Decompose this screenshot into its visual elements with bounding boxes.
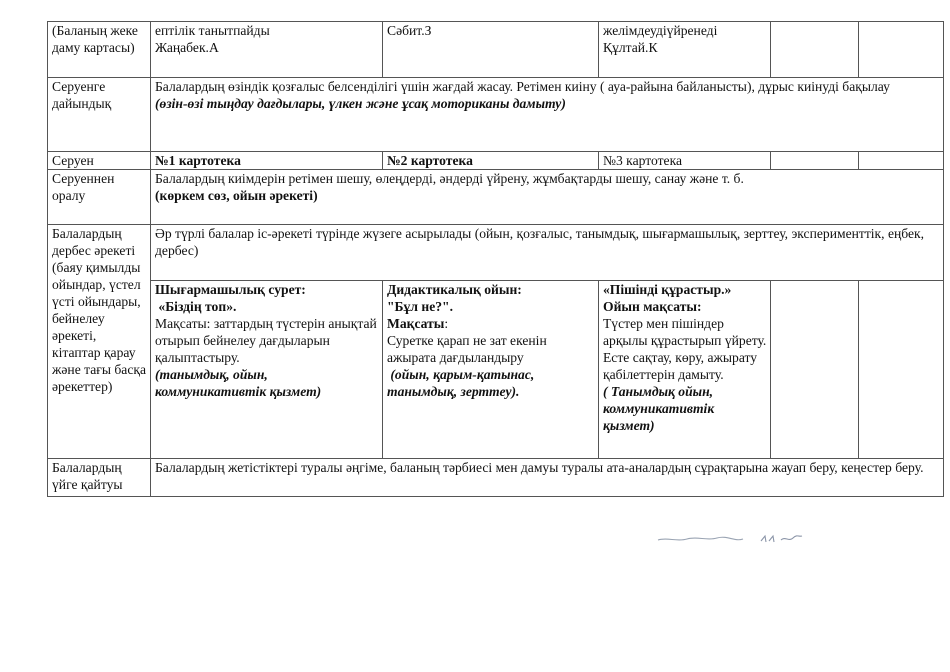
return-text: Балалардың киімдерін ретімен шешу, өлеңдерді, әндерді үйрену, жұмбақтарды шешу, санау және т. б.: [155, 171, 744, 186]
row-going-home: [48, 459, 944, 497]
activity-note: (ойын, қарым-қатынас, танымдық, зерттеу).: [387, 367, 538, 399]
walk-card-3: №3 картотека: [599, 152, 771, 170]
row-development-card: [48, 22, 944, 78]
empty-cell: [771, 281, 859, 459]
card-cell-3: желімдеудіүйренеді Құлтай.К: [599, 22, 771, 78]
activity-text: Түстер мен пішіндер арқылы құрастырып үйрету. Есте сақтау, көру, ажырату қабілеттерін дамыту.: [603, 316, 767, 382]
prep-text: Балалардың өзіндік қозғалыс белсенділігі үшін жағдай жасау. Ретімен киіну ( ауа-райына байланысты), дұрыс киінуді бақылау: [155, 79, 890, 94]
activity-cell-1: [151, 281, 383, 459]
row-walk-preparation: [48, 78, 944, 152]
activity-title: Шығармашылық сурет:: [155, 282, 306, 297]
home-text: Балалардың жетістіктері туралы әңгіме, баланың тәрбиесі мен дамуы туралы ата-аналардың сұрақтарына жауап беру, кеңестер беру.: [151, 459, 944, 497]
row-label: Серуеннен оралу: [48, 170, 151, 225]
row-label: Балалардың дербес әрекеті (баяу қимылды ойындар, үстел үсті ойындары, бейнелеу әрекеті, кітаптар қарау және тағы басқа әрекеттер): [48, 225, 151, 459]
activity-title: «Пішінді құрастыр.»: [603, 282, 732, 297]
prep-note: (өзін-өзі тыңдау дағдылары, үлкен және ұсақ моториканы дамыту): [155, 96, 566, 111]
empty-cell: [859, 281, 944, 459]
row-label: (Баланың жеке даму картасы): [48, 22, 151, 78]
row-label: Серуенге дайындық: [48, 78, 151, 152]
activity-goal-label: Мақсаты: [387, 316, 445, 331]
activity-cell-3: [599, 281, 771, 459]
activity-note: (танымдық, ойын, коммуникативтік қызмет): [155, 367, 322, 399]
card-cell-2: Сәбит.З: [383, 22, 599, 78]
activity-text: Суретке қарап не зат екенін ажырата дағдыландыру: [387, 333, 547, 365]
row-label: Серуен: [48, 152, 151, 170]
activity-text: Мақсаты: заттардың түстерін анықтай отырып бейнелеу дағдыларын қалыптастыру.: [155, 316, 377, 365]
walk-card-2: №2 картотека: [383, 152, 599, 170]
row-walk: [48, 152, 944, 170]
activity-subtitle: Ойын мақсаты:: [603, 299, 702, 314]
activity-subtitle: «Біздің топ».: [155, 299, 237, 314]
empty-cell: [859, 152, 944, 170]
independent-intro: Әр түрлі балалар іс-әрекеті түрінде жүзеге асырылады (ойын, қозғалыс, танымдық, шығармашылық, зерттеу, эксперименттік, еңбек, дербес): [151, 225, 944, 281]
empty-cell: [771, 22, 859, 78]
signature-scribble: [657, 532, 803, 546]
row-return-from-walk: [48, 170, 944, 225]
row-label: Балалардың үйге қайтуы: [48, 459, 151, 497]
activity-subtitle: "Бұл не?".: [387, 299, 453, 314]
activity-goal: [387, 315, 595, 332]
activity-note: ( Танымдық ойын, коммуникативтік қызмет): [603, 384, 715, 433]
activity-cell-2: [383, 281, 599, 459]
activity-title: Дидактикалық ойын:: [387, 282, 522, 297]
row-independent-activity: [48, 225, 944, 281]
return-note: (көркем сөз, ойын әрекеті): [155, 188, 318, 203]
row-independent-games: [48, 281, 944, 459]
walk-card-1: №1 картотека: [151, 152, 383, 170]
activity-goal-colon: :: [444, 316, 449, 331]
card-cell-1: ептілік танытпайды Жаңабек.А: [151, 22, 383, 78]
empty-cell: [859, 22, 944, 78]
prep-content: [151, 78, 944, 152]
return-content: [151, 170, 944, 225]
empty-cell: [771, 152, 859, 170]
schedule-table: [47, 21, 944, 497]
